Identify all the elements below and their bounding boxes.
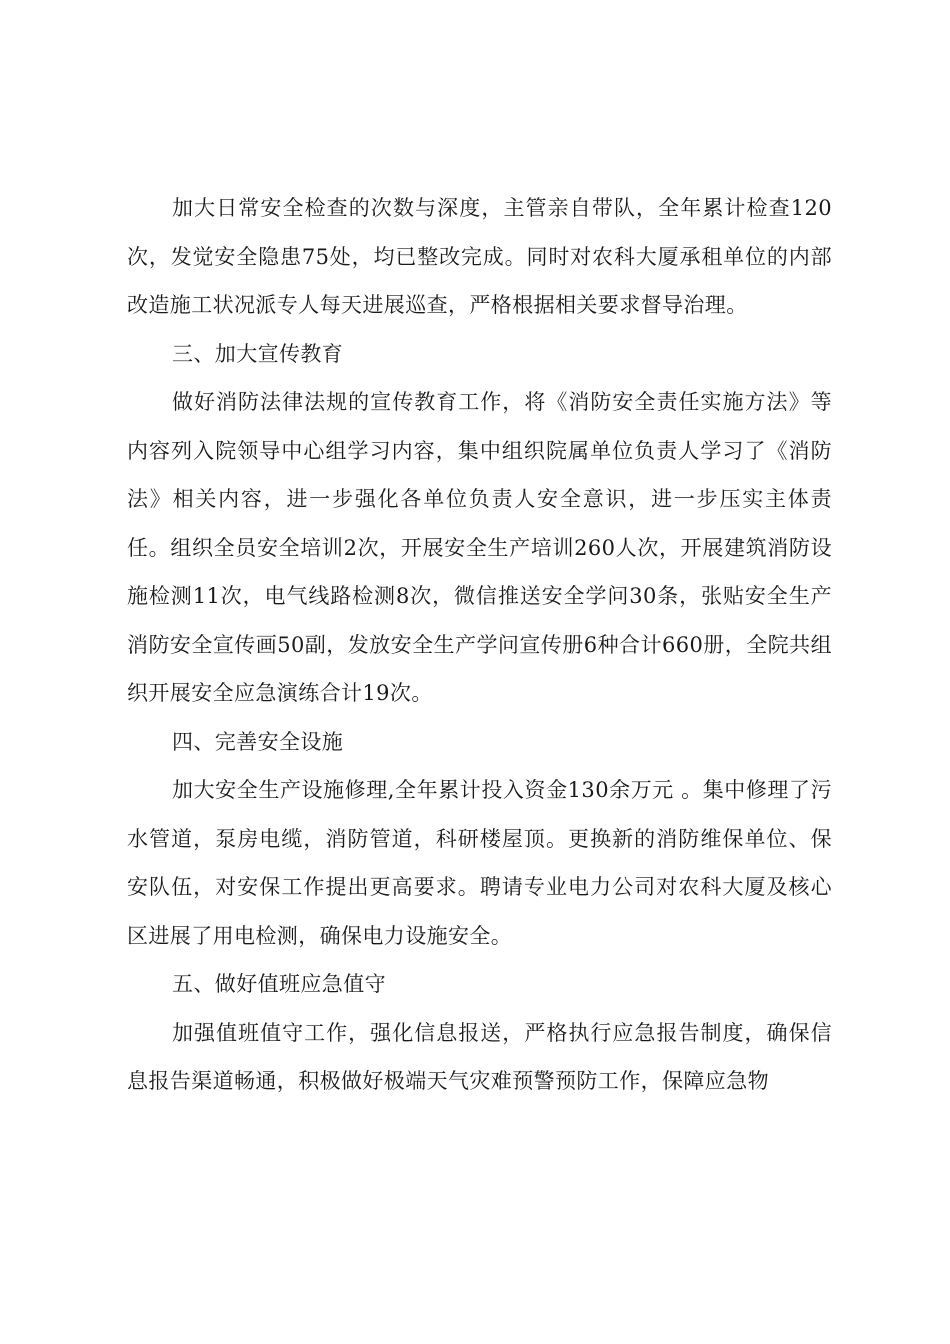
document-body [127,184,832,1106]
paragraph-publicity: 做好消防法律法规的宣传教育工作，将《消防安全责任实施方法》等内容列入院领导中心组学习内容，集中组织院属单位负责人学习了《消防法》相关内容，进一步强化各单位负责人安全意识，进一步压实主体责任。组织全员安全培训2次，开展安全生产培训260人次，开展建筑消防设施检测11次，电气线路检测8次，微信推送安全学问30条，张贴安全生产消防安全宣传画50副，发放安全生产学问宣传册6种合计660册，全院共组织开展安全应急演练合计19次。 [127,390,832,705]
paragraph-inspection: 加大日常安全检查的次数与深度，主管亲自带队，全年累计检查120次，发觉安全隐患75处，均已整改完成。同时对农科大厦承租单位的内部改造施工状况派专人每天进展巡查，严格根据相关要求督导治理。 [127,196,832,317]
section-heading-duty: 五、做好值班应急值守 [172,972,386,996]
paragraph-duty: 加强值班值守工作，强化信息报送，严格执行应急报告制度，确保信息报告渠道畅通，积极做好极端天气灾难预警预防工作，保障应急物 [127,1020,832,1093]
section-heading-publicity: 三、加大宣传教育 [172,341,344,366]
section-heading-facilities: 四、完善安全设施 [172,729,344,754]
paragraph-facilities: 加大安全生产设施修理,全年累计投入资金130余万元 。集中修理了污水管道，泵房电缆，消防管道，科研楼屋顶。更换新的消防维保单位、保安队伍，对安保工作提出更高要求。聘请专业电力公司对农科大厦及核心区进展了用电检测，确保电力设施安全。 [127,778,832,948]
